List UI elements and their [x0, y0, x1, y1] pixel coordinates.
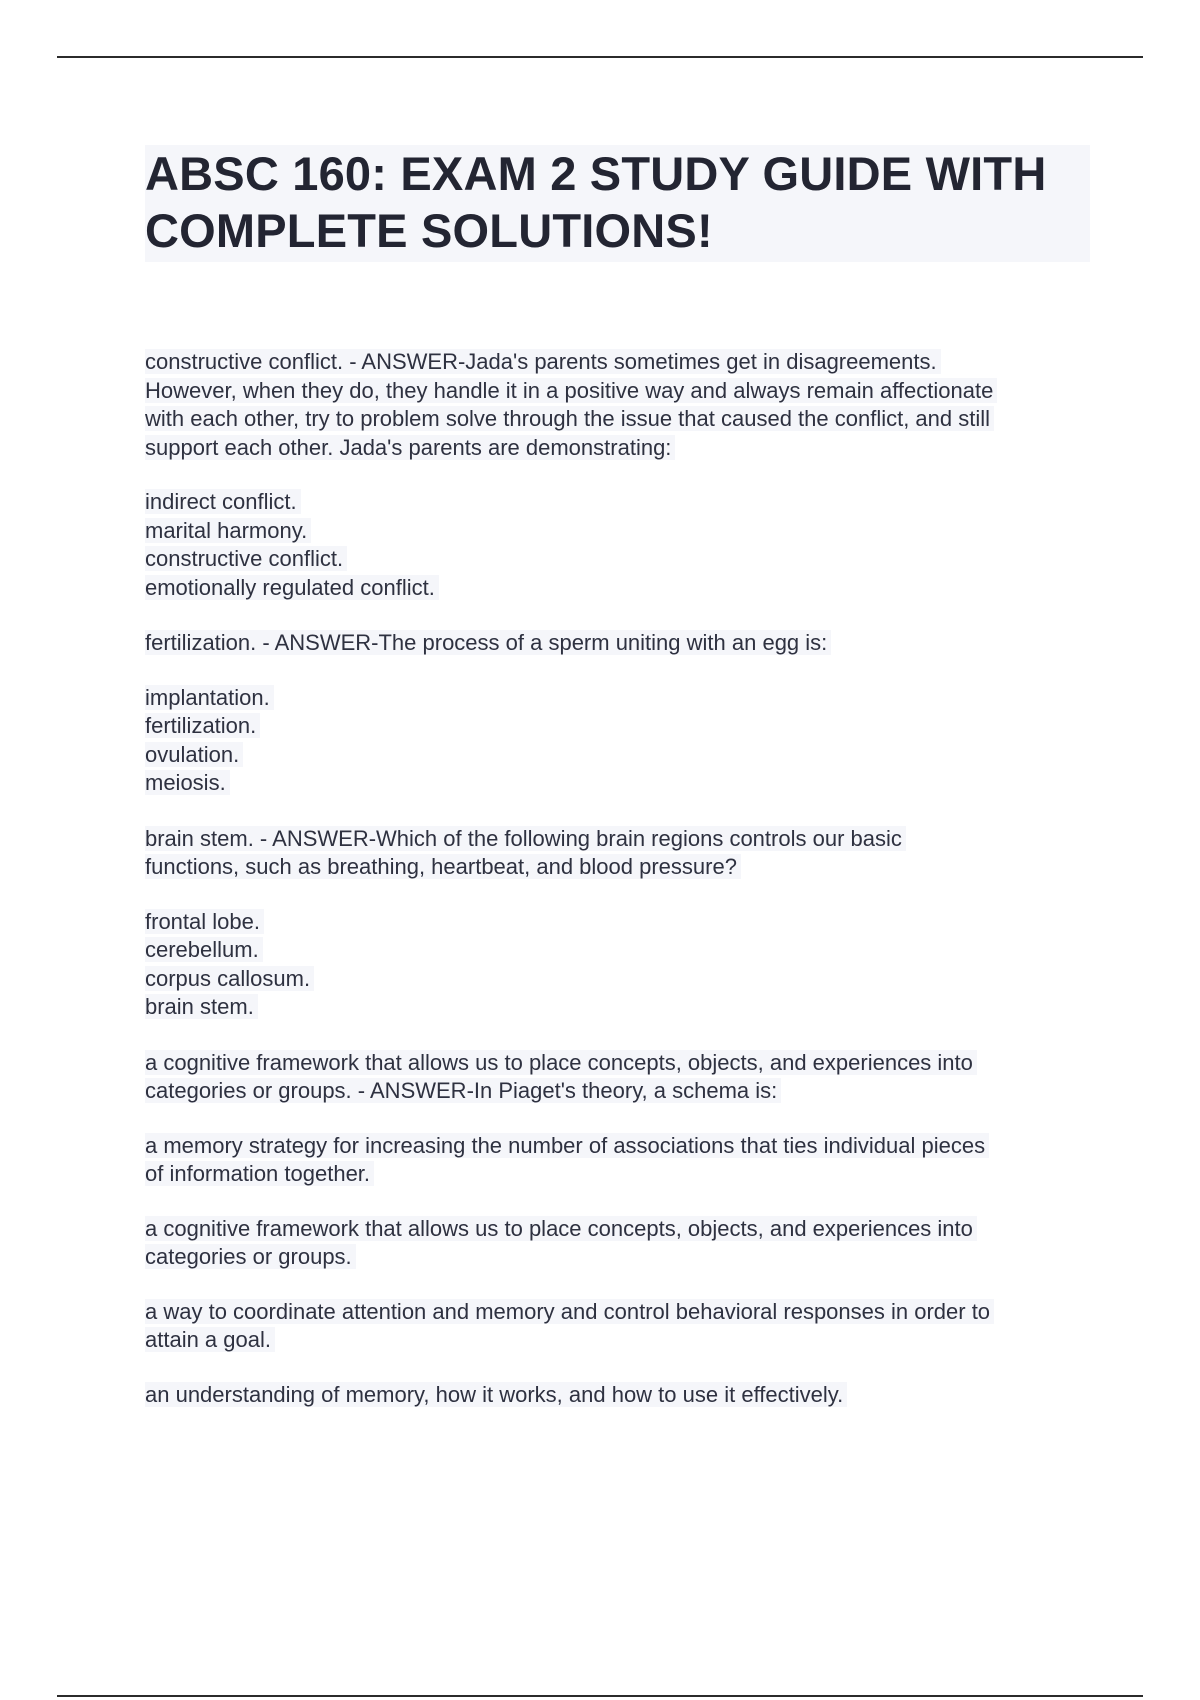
question-line: However, when they do, they handle it in a positive way and always remain affectionate: [145, 378, 997, 403]
answer-option: a way to coordinate attention and memory and control behavioral responses in order to: [145, 1299, 994, 1324]
question-item: [145, 629, 1090, 798]
answer-option: corpus callosum.: [145, 966, 314, 991]
answer-option: frontal lobe.: [145, 909, 264, 934]
answer-option: a memory strategy for increasing the number of associations that ties individual pieces: [145, 1133, 989, 1158]
answer-option: cerebellum.: [145, 937, 263, 962]
document-body: [145, 145, 1090, 1436]
question-text: [145, 1049, 1090, 1106]
answer-option: constructive conflict.: [145, 546, 347, 571]
answer-option: implantation.: [145, 685, 274, 710]
answer-option-block: [145, 1132, 1090, 1189]
question-line: with each other, try to problem solve through the issue that caused the conflict, and still: [145, 406, 994, 431]
answer-option: a cognitive framework that allows us to place concepts, objects, and experiences into: [145, 1216, 977, 1241]
answer-option: of information together.: [145, 1161, 374, 1186]
question-text: [145, 348, 1090, 462]
bottom-divider: [57, 1695, 1143, 1697]
question-line: brain stem. - ANSWER-Which of the following brain regions controls our basic: [145, 826, 906, 851]
answer-option: marital harmony.: [145, 518, 311, 543]
document-title: [145, 145, 1090, 262]
answer-option: attain a goal.: [145, 1327, 275, 1352]
question-text: [145, 629, 1090, 658]
title-line: COMPLETE SOLUTIONS!: [145, 204, 713, 257]
question-line: fertilization. - ANSWER-The process of a sperm uniting with an egg is:: [145, 630, 831, 655]
answer-option-block: [145, 1215, 1090, 1272]
answer-options: [145, 488, 1090, 602]
answer-option: meiosis.: [145, 770, 230, 795]
answer-option: ovulation.: [145, 742, 243, 767]
answer-option: emotionally regulated conflict.: [145, 575, 439, 600]
answer-option-block: [145, 1298, 1090, 1355]
answer-options: [145, 908, 1090, 1022]
answer-option-block: [145, 1381, 1090, 1410]
question-line: categories or groups. - ANSWER-In Piaget's theory, a schema is:: [145, 1078, 781, 1103]
answer-option: fertilization.: [145, 713, 260, 738]
answer-options: [145, 684, 1090, 798]
question-item: [145, 1049, 1090, 1410]
question-line: support each other. Jada's parents are demonstrating:: [145, 435, 675, 460]
top-divider: [57, 56, 1143, 58]
title-line: ABSC 160: EXAM 2 STUDY GUIDE WITH: [145, 147, 1047, 200]
question-item: [145, 348, 1090, 602]
question-item: [145, 825, 1090, 1022]
answer-option: categories or groups.: [145, 1244, 356, 1269]
question-text: [145, 825, 1090, 882]
answer-option: indirect conflict.: [145, 489, 301, 514]
question-line: constructive conflict. - ANSWER-Jada's parents sometimes get in disagreements.: [145, 349, 941, 374]
question-line: functions, such as breathing, heartbeat, and blood pressure?: [145, 854, 741, 879]
question-line: a cognitive framework that allows us to place concepts, objects, and experiences into: [145, 1050, 977, 1075]
question-list: [145, 348, 1090, 1409]
answer-option: an understanding of memory, how it works, and how to use it effectively.: [145, 1382, 847, 1407]
answer-option: brain stem.: [145, 994, 258, 1019]
